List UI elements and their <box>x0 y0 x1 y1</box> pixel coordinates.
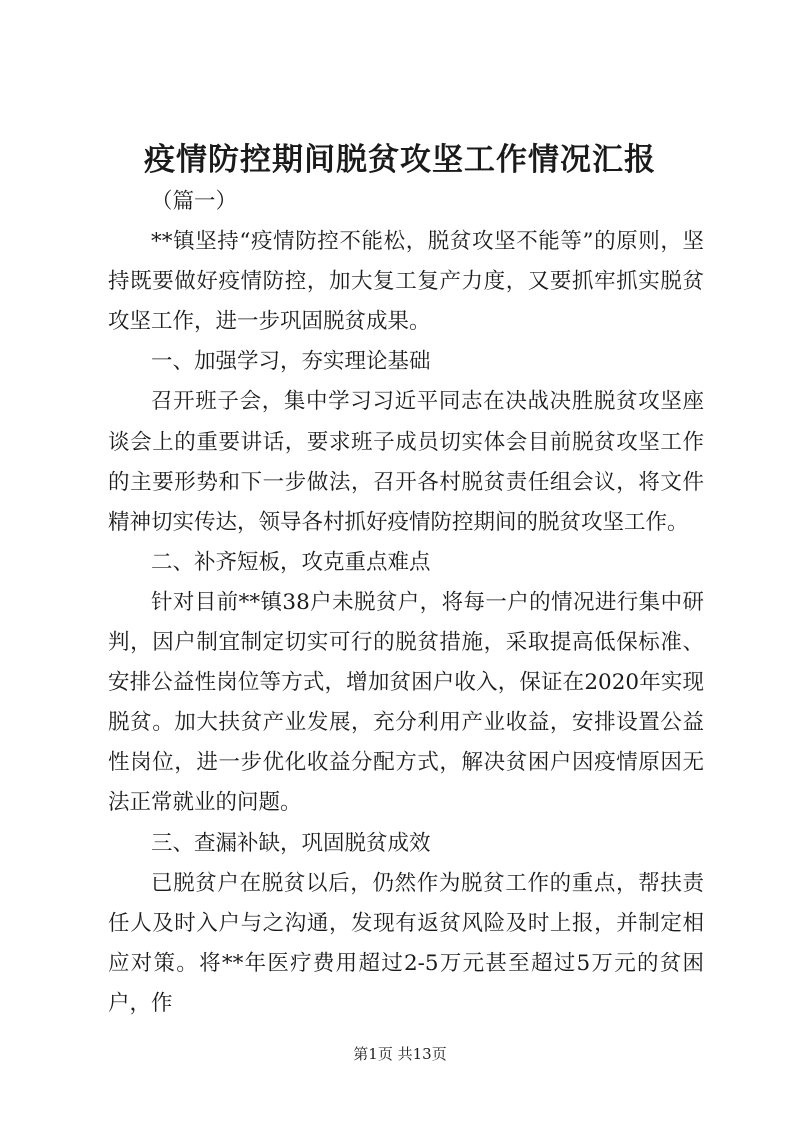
paragraph-1: 召开班子会，集中学习习近平同志在决战决胜脱贫攻坚座谈会上的重要讲话，要求班子成员切实体会目前脱贫攻坚工作的主要形势和下一步做法，召开各村脱贫责任组会议，将文件精神切实传达，领导各村抓好疫情防控期间的脱贫攻坚工作。 <box>108 389 704 535</box>
document-title: 疫情防控期间脱贫攻坚工作情况汇报 <box>144 142 656 178</box>
paragraph-2: 针对目前**镇38户未脱贫户，将每一户的情况进行集中研判，因户制宜制定切实可行的脱贫措施，采取提高低保标准、安排公益性岗位等方式，增加贫困户收入，保证在2020年实现脱贫。加大扶贫产业发展，充分利用产业收益，安排设置公益性岗位，进一步优化收益分配方式，解决贫困户因疫情原因无法正常就业的问题。 <box>108 589 704 816</box>
heading-2: 二、补齐短板，攻克重点难点 <box>151 549 431 575</box>
document-body <box>108 182 704 1024</box>
heading-3: 三、查漏补缺，巩固脱贫成效 <box>151 830 431 856</box>
intro-paragraph: **镇坚持“疫情防控不能松，脱贫攻坚不能等”的原则，坚持既要做好疫情防控，加大复工复产力度，又要抓牢抓实脱贫攻坚工作，进一步巩固脱贫成果。 <box>108 229 704 335</box>
heading-1: 一、加强学习，夯实理论基础 <box>151 349 431 375</box>
section-label: （篇一） <box>151 189 238 214</box>
page-footer: 第1页 共13页 <box>353 1045 447 1063</box>
paragraph-3: 已脱贫户在脱贫以后，仍然作为脱贫工作的重点，帮扶责任人及时入户与之沟通，发现有返贫风险及时上报，并制定相应对策。将**年医疗费用超过2-5万元甚至超过5万元的贫困户，作 <box>108 870 704 1016</box>
